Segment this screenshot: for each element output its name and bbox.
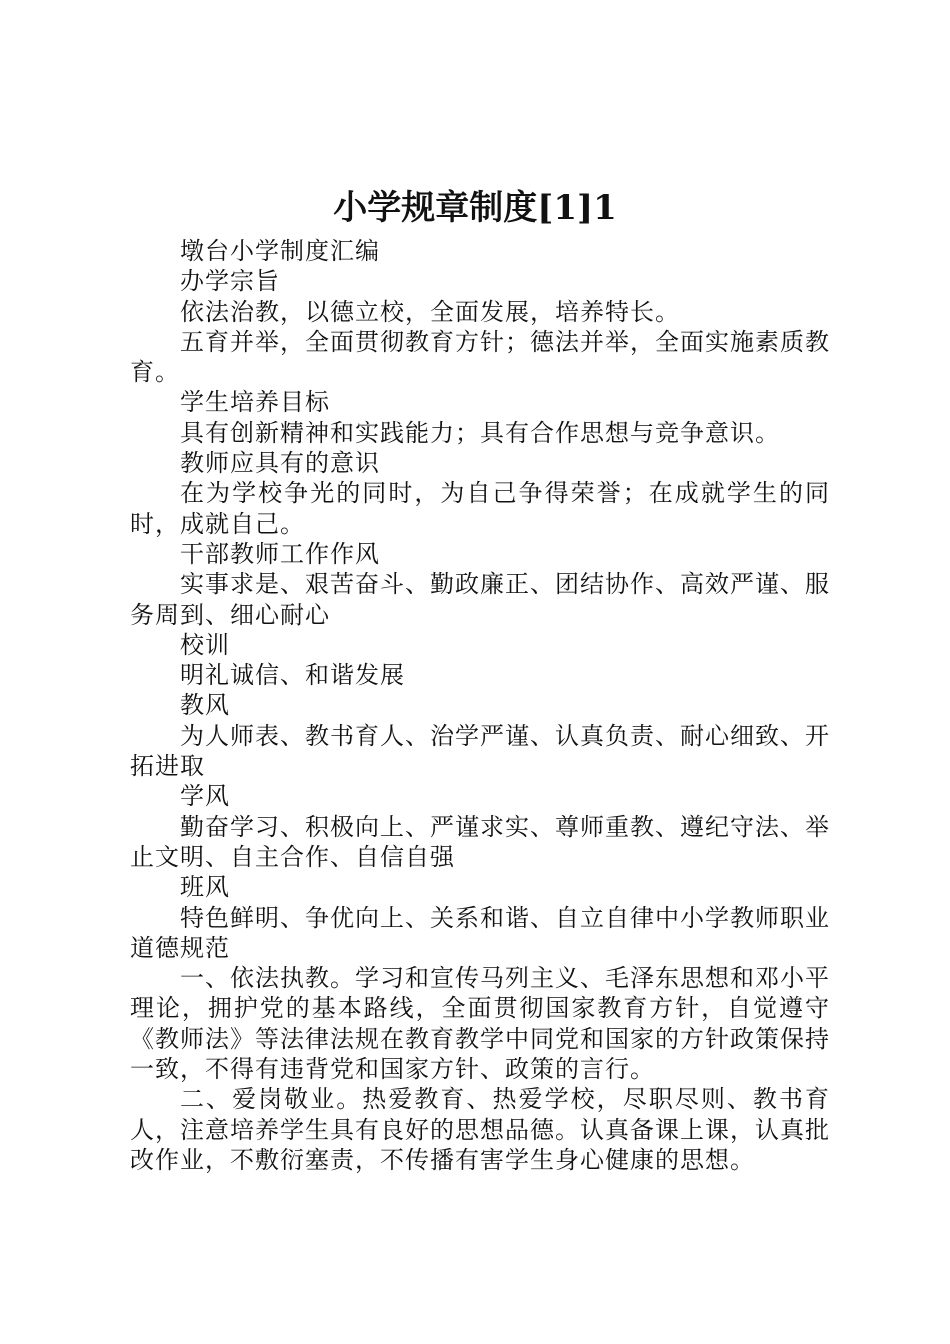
- document-title: 小学规章制度[1]1: [333, 188, 617, 228]
- paragraph-school-motto: 明礼诚信、和谐发展: [180, 661, 405, 690]
- paragraph-teacher-awareness: 在为学校争光的同时，为自己争得荣誉；在成就学生的同时，成就自己。: [130, 479, 830, 538]
- paragraph-student-goals: 具有创新精神和实践能力；具有合作思想与竞争意识。: [180, 418, 780, 447]
- heading-school-motto: 校训: [180, 630, 230, 659]
- paragraph-teaching-style: 为人师表、教书育人、治学严谨、认真负责、耐心细致、开拓进取: [130, 721, 830, 781]
- paragraph-study-style: 勤奋学习、积极向上、严谨求实、尊师重教、遵纪守法、举止文明、自主合作、自信自强: [130, 812, 830, 871]
- heading-student-goals: 学生培养目标: [180, 388, 330, 417]
- paragraph-school-compilation: 墩台小学制度汇编: [180, 237, 380, 265]
- paragraph-purpose-2: 五育并举，全面贯彻教育方针；德法并举，全面实施素质教育。: [130, 327, 830, 387]
- paragraph-ethics-1: 一、依法执教。学习和宣传马列主义、毛泽东思想和邓小平理论，拥护党的基本路线，全面贯彻国家教育方针，自觉遵守《教师法》等法律法规在教育教学中同党和国家的方针政策保持一致，不得有违背党和国家方针、政策的言行。: [130, 964, 830, 1084]
- paragraph-purpose-1: 依法治教，以德立校，全面发展，培养特长。: [180, 297, 680, 326]
- heading-school-purpose: 办学宗旨: [180, 267, 280, 296]
- paragraph-ethics-2: 二、爱岗敬业。热爱教育、热爱学校，尽职尽则、教书育人，注意培养学生具有良好的思想品德。认真备课上课，认真批改作业，不敷衍塞责，不传播有害学生身心健康的思想。: [130, 1085, 830, 1174]
- heading-study-style: 学风: [180, 782, 230, 811]
- heading-class-style: 班风: [180, 873, 230, 902]
- document-body: [130, 236, 830, 1175]
- paragraph-work-style: 实事求是、艰苦奋斗、勤政廉正、团结协作、高效严谨、服务周到、细心耐心: [130, 570, 830, 629]
- heading-teacher-awareness: 教师应具有的意识: [180, 449, 380, 478]
- heading-teaching-style: 教风: [180, 691, 230, 720]
- paragraph-class-style: 特色鲜明、争优向上、关系和谐、自立自律中小学教师职业道德规范: [130, 903, 830, 962]
- heading-work-style: 干部教师工作作风: [180, 539, 380, 568]
